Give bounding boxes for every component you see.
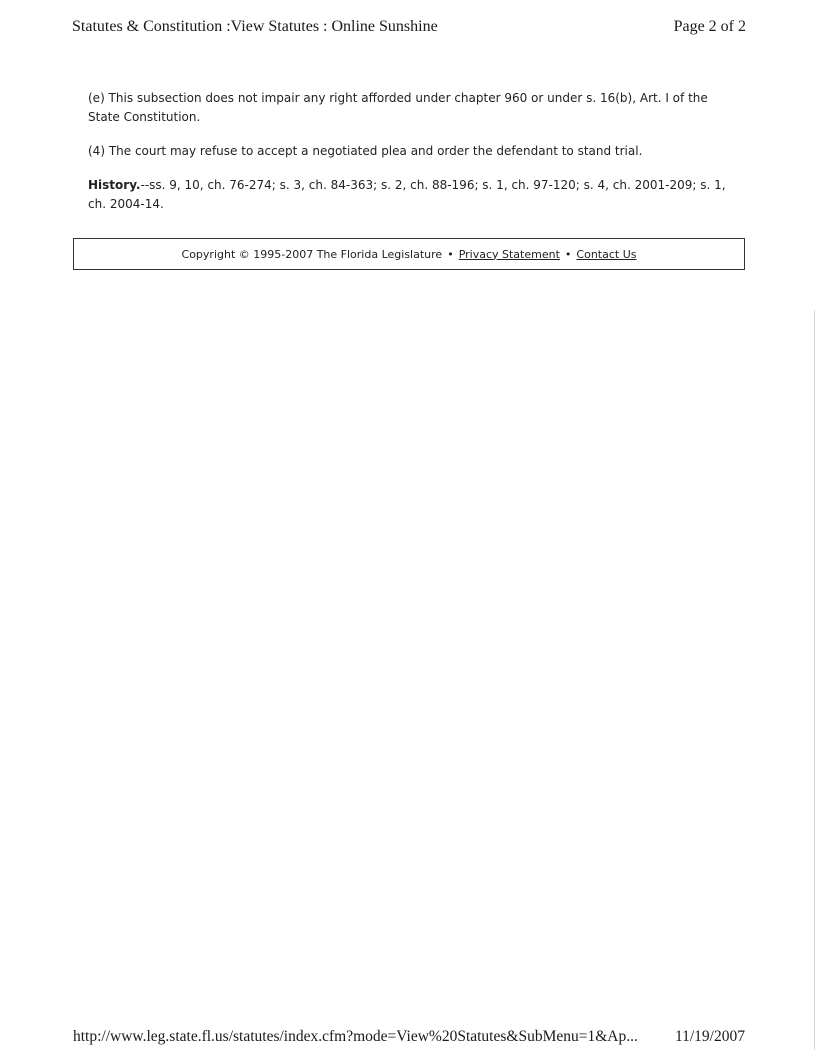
- print-footer: [73, 1028, 745, 1046]
- contact-us-link[interactable]: Contact Us: [576, 247, 637, 261]
- copyright-footer: [73, 238, 745, 270]
- print-footer-url: http://www.leg.state.fl.us/statutes/index.cfm?mode=View%20Statutes&SubMenu=1&Ap...: [73, 1028, 638, 1045]
- print-footer-date: 11/19/2007: [674, 1028, 745, 1045]
- statute-content: [88, 89, 728, 229]
- history-label: History.: [88, 178, 141, 192]
- history-text: --ss. 9, 10, ch. 76-274; s. 3, ch. 84-363; s. 2, ch. 88-196; s. 1, ch. 97-120; s. 4, ch. 2001-209; s. 1, ch. 2004-14.: [88, 178, 726, 211]
- copyright-text: Copyright © 1995-2007 The Florida Legislature: [181, 247, 443, 261]
- footer-separator: •: [447, 247, 454, 261]
- print-header-page-number: Page 2 of 2: [673, 18, 746, 35]
- privacy-statement-link[interactable]: Privacy Statement: [458, 247, 560, 261]
- footer-separator: •: [564, 247, 572, 261]
- scan-edge-line: [814, 310, 815, 1050]
- history-paragraph: [88, 176, 728, 214]
- print-header: [72, 18, 746, 36]
- subsection-4-paragraph: (4) The court may refuse to accept a negotiated plea and order the defendant to stand trial.: [88, 144, 643, 158]
- subsection-e-paragraph: (e) This subsection does not impair any right afforded under chapter 960 or under s. 16(b), Art. I of the State Constitution.: [88, 91, 708, 124]
- print-header-title: Statutes & Constitution :View Statutes : Online Sunshine: [72, 18, 438, 35]
